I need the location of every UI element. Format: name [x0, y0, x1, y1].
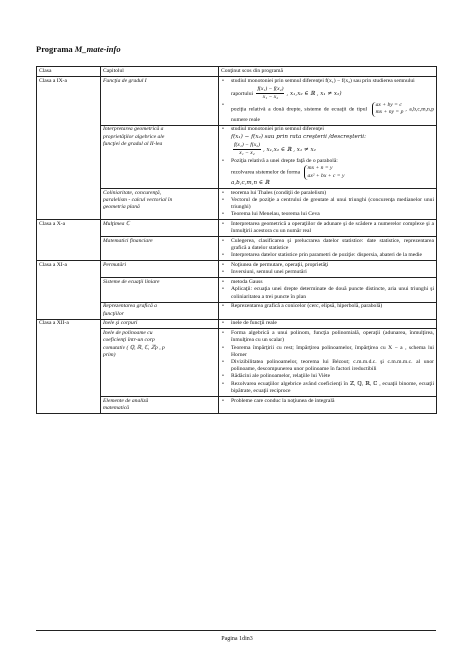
content-cell — [219, 329, 437, 396]
list-item: • Noţiunea de permutare, operaţii, proprietăţi — [221, 262, 434, 269]
chapter-coliniaritate: Coliniaritate, concurenţă, paralelism - calcul vectorial în geometria plană — [101, 188, 219, 219]
fraction-label: raportului — [231, 90, 254, 97]
header-capitolul: Capitolul — [101, 67, 219, 77]
chapter-sisteme-ecuatii: Sisteme de ecuaţii liniare — [101, 278, 219, 302]
chapter-inele-polinoame: Inele de polinoame cu coeficienţi într-un corp comutativ ( ℚ, ℝ, ℂ, ℤp , p prim) — [101, 329, 219, 396]
list-item: • metoda Gauss — [221, 279, 434, 286]
equation-system: ax + by = c mx + ny = p — [372, 102, 404, 116]
clasa-x: Clasa a X-a — [37, 220, 101, 261]
content-cell — [219, 125, 437, 188]
page-title — [36, 44, 121, 54]
content-cell — [219, 319, 437, 329]
chapter-reprezentarea-grafica: Reprezentarea grafică a funcţiilor — [101, 302, 219, 319]
content-cell — [219, 278, 437, 302]
list-item: • Reprezentarea grafică a conicelor (cerc, elipsă, hiperbolă, parabolă) — [221, 303, 434, 310]
list-item: • Probleme care conduc la noţiunea de integrală — [221, 398, 434, 405]
chapter-multimea-c: Mulţimea ℂ — [101, 220, 219, 237]
list-item: • Poziţia relativă a unei drepte faţă de o parabolă: rezolvarea sistemelor de forma mx + n = y ax² + bx + c = y a,b,c,m,n ∈ ℝ — [221, 158, 434, 187]
chapter-gradul-2: Interpretarea geometrică a proprietăţilor algebrice ale funcţiei de gradul al II-lea — [101, 125, 219, 188]
list-item: • Inversiuni, semnul unei permutări — [221, 269, 434, 276]
clasa-xii: Clasa a XII-a — [37, 319, 101, 413]
content-cell — [219, 302, 437, 319]
list-item: • Rezolvarea ecuaţiilor algebrice având coeficienţi în ℤ, ℚ, ℝ, ℂ , ecuaţii binome, ecuaţii bipătrate, ecuaţii reciproce — [221, 381, 434, 395]
list-item: • Teorema lui Menelau, teorema lui Ceva — [221, 211, 434, 218]
page-title-prefix: Programa — [36, 44, 75, 54]
clasa-xi: Clasa a XI-a — [37, 261, 101, 319]
list-item: • Interpretarea datelor statistice prin parametri de poziţie: dispersia, abateri de la medie — [221, 252, 434, 259]
list-item: • Vectorul de poziţie a centrului de greutate al unui triunghi (concurenţa medianelor unui triunghi) — [221, 197, 434, 211]
chapter-matematici-financiare: Matematici financiare — [101, 237, 219, 261]
content-cell — [219, 220, 437, 237]
program-table — [36, 66, 437, 414]
header-continut: Conţinut scos din programă — [219, 67, 437, 77]
content-cell — [219, 261, 437, 278]
page-title-program: M_mate-info — [74, 44, 121, 54]
list-item: • Aplicaţii: ecuaţia unei drepte determinate de două puncte distincte, aria unui triunghi şi coliniaritatea a trei puncte în plan — [221, 286, 434, 300]
chapter-inele-corpuri: Inele şi corpuri — [101, 319, 219, 329]
clasa-ix: Clasa a IX-a — [37, 76, 101, 219]
fraction: $\frac{\text{f(x₁) − f(x₂)}}{\text{x₁ − x₂}}$ — [257, 85, 284, 100]
content-cell — [219, 76, 437, 125]
list-item: • Culegerea, clasificarea şi prelucrarea datelor statistice: date statistice, reprezentarea grafică a datelor statistice — [221, 238, 434, 252]
list-item: • studiul monotoniei prin semnul diferenţei f(x₁) − f(x₂) sau prin studierea semnului raportului $\frac{\text{f(x₁) − f(x₂)}}{\text{x₁ − x₂}}$ , x₁,x₂ ∈ ℝ , x₁ ≠ x₂) — [221, 78, 434, 102]
content-cell — [219, 188, 437, 219]
chapter-functia-gradul-1: Funcţia de gradul I — [101, 76, 219, 125]
page-footer: Pagina 1din3 — [221, 636, 253, 642]
header-clasa: Clasa — [37, 67, 101, 77]
list-item: • Forma algebrică a unui polinom, funcţia polinomială, operaţii (adunarea, înmulţirea, înmulţirea cu un scalar) — [221, 330, 434, 344]
header-row — [37, 67, 437, 77]
list-item: • teorema lui Thales (condiţii de paralelism) — [221, 190, 434, 197]
list-item: • Interpretarea geometrică a operaţiilor de adunare şi de scădere a numerelor complexe şi a înmulţirii acestora cu un număr real — [221, 221, 434, 235]
list-item: • studiul monotoniei prin semnul diferenţei f(x₁) − f(x₂) sau prin rata creşterii /descreşterii: $\frac{\text{f(x₁) − f(x₂)}}{\text{x₁ − x₂}}$ , x₁,x₂ ∈ ℝ , x₁ ≠ x₂ — [221, 126, 434, 157]
list-item: • poziţia relativă a două drepte, sisteme de ecuaţii de tipul ax + by = c mx + ny = p , a,b,c,m,n,p numere reale — [221, 102, 434, 124]
chapter-permutari: Permutări — [101, 261, 219, 278]
list-item: • Divizibilitatea polinoamelor, teorema lui Bézout; c.m.m.d.c. şi c.m.m.m.c. al unor polinoame, descompunerea unor polinoame în factori ireductibili — [221, 359, 434, 373]
content-cell — [219, 396, 437, 413]
fraction: $\frac{\text{f(x₁) − f(x₂)}}{\text{x₁ − x₂}}$ — [234, 141, 260, 157]
chapter-elemente-analiza: Elemente de analiză matematică — [101, 396, 219, 413]
equation-system: mx + n = y ax² + bx + c = y — [304, 165, 345, 179]
footer-divider — [36, 630, 436, 631]
table-row — [37, 261, 437, 278]
table-row — [37, 220, 437, 237]
list-item: • Rădăcini ale polinoamelor, relaţiile lui Viète — [221, 373, 434, 380]
list-item: • inele de funcţii reale — [221, 320, 434, 327]
list-item: • Teorema împărţirii cu rest; împărţirea polinoamelor, împărţirea cu X − a , schema lui Horner — [221, 345, 434, 359]
content-cell — [219, 237, 437, 261]
table-row — [37, 319, 437, 329]
table-row — [37, 76, 437, 125]
